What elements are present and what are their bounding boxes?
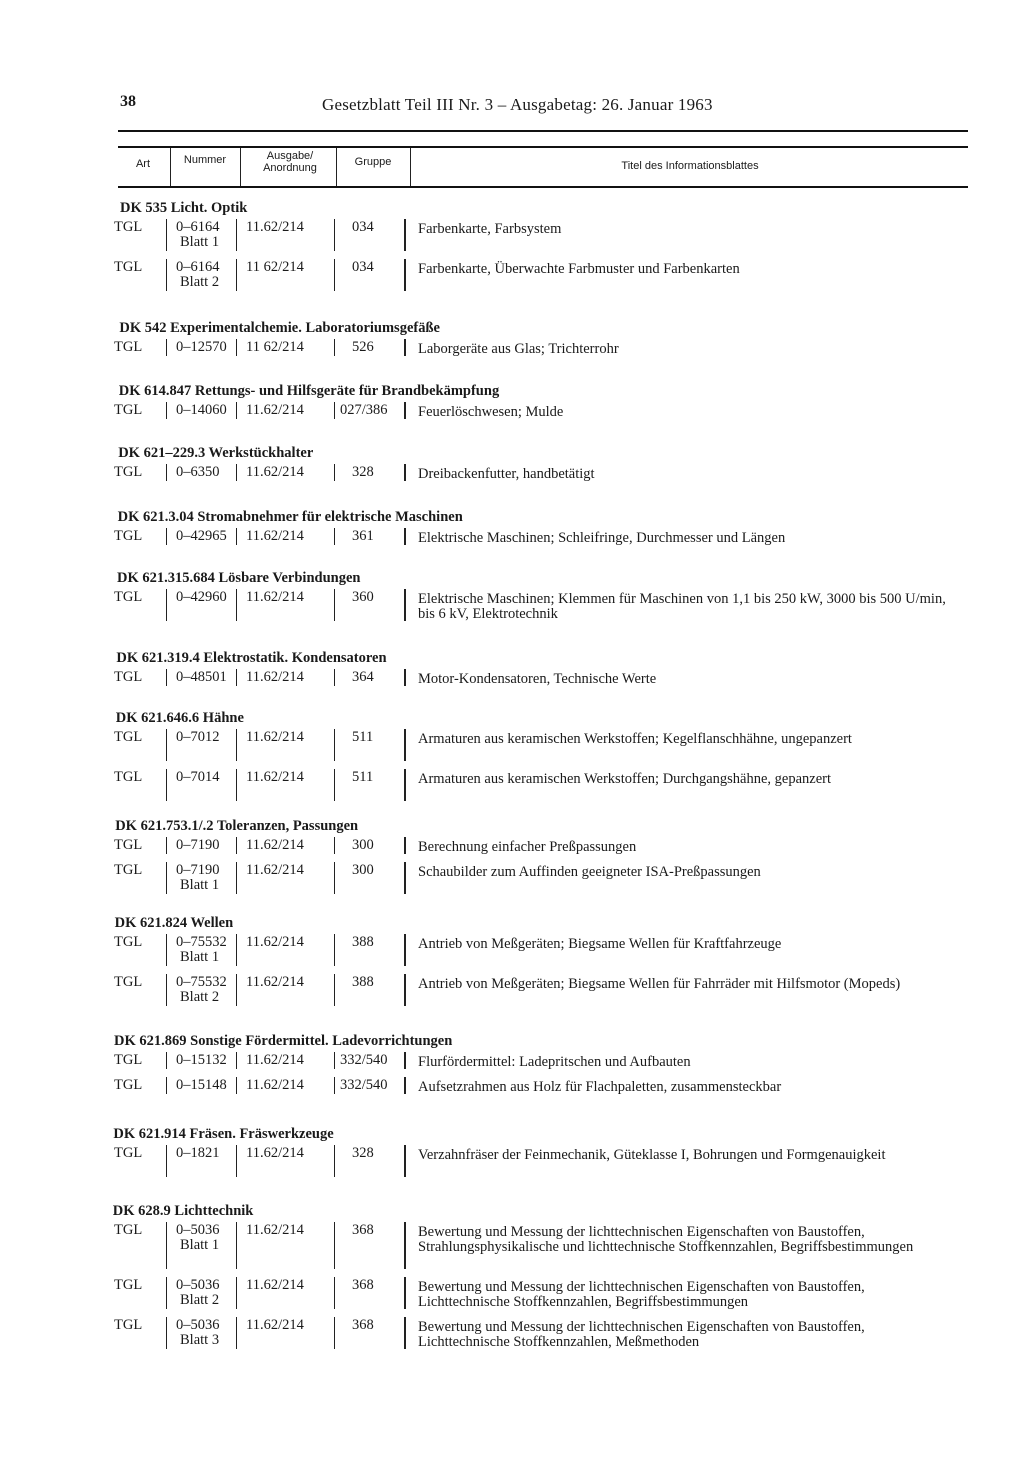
cell-blatt: Blatt 2 [180,989,220,1005]
cell-gruppe: 027/386 [340,402,388,418]
cell-nummer: 0–6350 [176,464,220,480]
table-row [0,220,1024,256]
cell-blatt: Blatt 3 [180,1332,220,1348]
column-rule [404,464,406,481]
column-rule [334,1145,335,1177]
column-rule [166,1145,167,1177]
cell-gruppe: 368 [352,1317,374,1333]
cell-titel: Bewertung und Messung der lichttechnischen Eigenschaften von Baustoffen, Strahlungsphysikalische und lichttechnische Stoffkennzahlen, Begriffsbestimmungen [418,1224,914,1255]
column-rule [334,1077,335,1094]
cell-gruppe: 361 [352,528,374,544]
column-rule [236,862,237,894]
cell-titel: Armaturen aus keramischen Werkstoffen; Durchgangshähne, gepanzert [418,771,832,787]
cell-blatt: Blatt 1 [180,877,220,893]
cell-art: TGL [114,1277,143,1293]
column-rule [334,464,335,481]
cell-art: TGL [114,934,143,950]
table-row [0,260,1024,296]
column-rule [236,1052,237,1069]
cell-titel: Schaubilder zum Auffinden geeigneter ISA-Preßpassungen [418,864,761,880]
cell-titel: Berechnung einfacher Preßpassungen [418,839,637,855]
column-rule [334,862,335,894]
header-top-rule [118,130,968,132]
table-row [0,529,1024,550]
column-rule [404,528,406,545]
cell-nummer: 0–5036 [176,1222,220,1238]
cell-gruppe: 328 [352,464,374,480]
cell-gruppe: 388 [352,934,374,950]
dk-section [0,1201,1024,1350]
column-rule [236,464,237,481]
table-row [0,1278,1024,1314]
cell-nummer: 0–7190 [176,837,220,853]
cell-titel: Verzahnfräser der Feinmechanik, Güteklasse I, Bohrungen und Formgenauigkeit [418,1147,886,1163]
dk-heading: DK 628.9 Lichttechnik [112,1203,254,1219]
cell-art: TGL [114,464,143,480]
column-rule [404,934,406,966]
table-row [0,1223,1024,1274]
cell-ausgabe: 11.62/214 [246,1277,304,1293]
cell-ausgabe: 11.62/214 [246,769,304,785]
column-rule [166,729,167,761]
table-row [0,838,1024,859]
page-header-title: Gesetzblatt Teil III Nr. 3 – Ausgabetag: 26. Januar 1963 [322,95,713,114]
dk-section [0,708,1024,787]
column-rule [404,862,406,894]
table-row [0,1078,1024,1099]
dk-heading: DK 621.824 Wellen [114,915,234,931]
dk-section [0,381,1024,420]
cell-titel: Farbenkarte, Überwachte Farbmuster und Farbenkarten [418,261,740,277]
dk-heading: DK 621.315.684 Lösbare Verbindungen [117,570,361,586]
column-rule [166,837,167,854]
column-rule [236,729,237,761]
dk-heading: DK 621.646.6 Hähne [115,710,244,726]
dk-heading: DK 621.319.4 Elektrostatik. Kondensatoren [116,650,387,666]
cell-titel: Armaturen aus keramischen Werkstoffen; Kegelflanschhähne, ungepanzert [418,731,852,747]
column-rule [334,528,335,545]
column-rule [166,528,167,545]
column-rule [236,1277,237,1309]
table-row [0,1053,1024,1074]
column-rule [334,1222,335,1269]
cell-nummer: 0–5036 [176,1277,220,1293]
column-rule [236,259,237,291]
cell-ausgabe: 11 62/214 [246,259,304,275]
column-rule [166,339,167,356]
cell-blatt: Blatt 2 [180,274,220,290]
dk-heading: DK 542 Experimentalchemie. Laboratoriumsgefäße [119,320,440,336]
cell-nummer: 0–7012 [176,729,220,745]
cell-blatt: Blatt 1 [180,949,220,965]
cell-art: TGL [114,339,143,355]
column-rule [236,974,237,1006]
column-header-gruppe: Gruppe [354,156,392,168]
column-rule [236,339,237,356]
cell-nummer: 0–5036 [176,1317,220,1333]
column-rule [334,934,335,966]
dk-heading: DK 621.914 Fräsen. Fräswerkzeuge [113,1126,334,1142]
column-rule [334,669,335,686]
cell-art: TGL [114,974,143,990]
column-rule [236,1222,237,1269]
column-header-titel: Titel des Informationsblattes [621,160,759,172]
cell-nummer: 0–42965 [176,528,227,544]
cell-ausgabe: 11.62/214 [246,219,304,235]
column-divider [170,148,171,186]
column-rule [166,1077,167,1094]
column-rule [334,1277,335,1309]
page-number: 38 [120,93,136,110]
cell-ausgabe: 11.62/214 [246,589,304,605]
column-rule [404,1277,406,1309]
cell-nummer: 0–7190 [176,862,220,878]
cell-blatt: Blatt 2 [180,1292,220,1308]
column-rule [334,769,335,801]
dk-section [0,318,1024,357]
dk-section [0,913,1024,1005]
cell-ausgabe: 11.62/214 [246,1145,304,1161]
cell-titel: Elektrische Maschinen; Schleifringe, Durchmesser und Längen [418,530,786,546]
column-rule [236,1077,237,1094]
cell-nummer: 0–12570 [176,339,227,355]
cell-nummer: 0–48501 [176,669,227,685]
cell-gruppe: 034 [352,219,374,235]
column-rule [334,837,335,854]
column-rule [166,669,167,686]
cell-titel: Laborgeräte aus Glas; Trichterrohr [418,341,619,357]
cell-nummer: 0–1821 [176,1145,220,1161]
cell-nummer: 0–15148 [176,1077,227,1093]
table-row [0,935,1024,971]
table-head-top-rule [118,146,968,148]
column-rule [334,402,335,419]
cell-gruppe: 034 [352,259,374,275]
cell-gruppe: 364 [352,669,374,685]
column-rule [236,769,237,801]
column-rule [404,769,406,801]
cell-nummer: 0–15132 [176,1052,227,1068]
cell-ausgabe: 11.62/214 [246,837,304,853]
cell-ausgabe: 11.62/214 [246,402,304,418]
column-rule [404,259,406,291]
column-rule [166,464,167,481]
dk-heading: DK 614.847 Rettungs- und Hilfsgeräte für Brandbekämpfung [118,383,500,399]
cell-titel: Farbenkarte, Farbsystem [418,221,562,237]
column-header-nummer: Nummer [183,154,227,166]
dk-section [0,507,1024,546]
column-rule [166,974,167,1006]
column-rule [404,729,406,761]
cell-ausgabe: 11.62/214 [246,669,304,685]
cell-titel: Antrieb von Meßgeräten; Biegsame Wellen für Kraftfahrzeuge [418,936,782,952]
column-rule [404,1222,406,1269]
cell-art: TGL [114,259,143,275]
column-header-art: Art [135,158,151,170]
cell-gruppe: 526 [352,339,374,355]
column-rule [166,589,167,621]
cell-ausgabe: 11.62/214 [246,1222,304,1238]
column-rule [404,402,406,419]
cell-blatt: Blatt 1 [180,1237,220,1253]
cell-gruppe: 328 [352,1145,374,1161]
column-rule [334,1052,335,1069]
column-rule [236,1145,237,1177]
column-rule [236,669,237,686]
column-rule [334,589,335,621]
cell-gruppe: 300 [352,837,374,853]
table-row [0,403,1024,424]
cell-titel: Antrieb von Meßgeräten; Biegsame Wellen für Fahrräder mit Hilfsmotor (Mopeds) [418,976,901,992]
column-rule [166,862,167,894]
cell-ausgabe: 11.62/214 [246,862,304,878]
dk-heading: DK 535 Licht. Optik [120,200,248,216]
column-rule [404,837,406,854]
cell-gruppe: 368 [352,1277,374,1293]
cell-nummer: 0–14060 [176,402,227,418]
column-divider [336,148,337,186]
cell-ausgabe: 11.62/214 [246,1052,304,1068]
table-row [0,770,1024,806]
column-rule [236,402,237,419]
cell-ausgabe: 11.62/214 [246,1077,304,1093]
column-rule [404,1317,406,1349]
table-row [0,670,1024,691]
cell-art: TGL [114,669,143,685]
table-row [0,863,1024,899]
column-rule [166,1052,167,1069]
column-rule [236,934,237,966]
cell-gruppe: 511 [352,769,374,785]
cell-blatt: Blatt 1 [180,234,220,250]
dk-section [0,198,1024,290]
column-rule [236,589,237,621]
cell-art: TGL [114,769,143,785]
cell-nummer: 0–6164 [176,219,220,235]
cell-gruppe: 300 [352,862,374,878]
column-rule [166,1317,167,1349]
cell-titel: Elektrische Maschinen; Klemmen für Maschinen von 1,1 bis 250 kW, 3000 bis 500 U/min, bis 6 kV, Elektrotechnik [418,591,946,622]
cell-art: TGL [114,1052,143,1068]
column-rule [404,219,406,251]
cell-titel: Bewertung und Messung der lichttechnischen Eigenschaften von Baustoffen, Lichttechnische Stoffkennzahlen, Meßmethoden [418,1319,865,1350]
table-row [0,465,1024,486]
column-rule [404,974,406,1006]
table-row [0,1318,1024,1354]
dk-section [0,443,1024,482]
column-header-ausgabe: Ausgabe/ Anordnung [263,150,317,174]
cell-gruppe: 332/540 [340,1077,388,1093]
column-rule [236,1317,237,1349]
column-rule [404,589,406,621]
cell-titel: Aufsetzrahmen aus Holz für Flachpaletten, zusammensteckbar [418,1079,782,1095]
column-rule [334,1317,335,1349]
cell-gruppe: 332/540 [340,1052,388,1068]
cell-art: TGL [114,589,143,605]
dk-heading: DK 621.3.04 Stromabnehmer für elektrische Maschinen [117,509,463,525]
column-rule [334,339,335,356]
dk-heading: DK 621.869 Sonstige Fördermittel. Ladevorrichtungen [114,1033,453,1049]
column-rule [334,259,335,291]
cell-nummer: 0–42960 [176,589,227,605]
cell-gruppe: 368 [352,1222,374,1238]
cell-art: TGL [114,402,143,418]
column-rule [236,837,237,854]
cell-gruppe: 360 [352,589,374,605]
dk-heading: DK 621–229.3 Werkstückhalter [118,445,314,461]
column-rule [166,219,167,251]
cell-art: TGL [114,1077,143,1093]
cell-ausgabe: 11.62/214 [246,974,304,990]
column-divider [410,148,411,186]
column-rule [334,729,335,761]
cell-nummer: 0–6164 [176,259,220,275]
cell-titel: Feuerlöschwesen; Mulde [418,404,564,420]
dk-section [0,568,1024,622]
column-rule [404,1077,406,1094]
column-divider [240,148,241,186]
dk-heading: DK 621.753.1/.2 Toleranzen, Passungen [115,818,359,834]
cell-titel: Dreibackenfutter, handbetätigt [418,466,595,482]
cell-art: TGL [114,219,143,235]
table-row [0,730,1024,766]
cell-gruppe: 388 [352,974,374,990]
cell-ausgabe: 11.62/214 [246,1317,304,1333]
column-rule [404,1052,406,1069]
column-rule [166,1277,167,1309]
table-row [0,975,1024,1011]
column-rule [166,1222,167,1269]
cell-art: TGL [114,837,143,853]
dk-section [0,648,1024,687]
cell-art: TGL [114,1317,143,1333]
cell-ausgabe: 11.62/214 [246,729,304,745]
column-rule [334,974,335,1006]
cell-art: TGL [114,862,143,878]
dk-section [0,1031,1024,1095]
column-rule [166,934,167,966]
column-rule [404,339,406,356]
cell-gruppe: 511 [352,729,374,745]
column-rule [236,219,237,251]
cell-nummer: 0–75532 [176,934,227,950]
cell-art: TGL [114,528,143,544]
cell-titel: Bewertung und Messung der lichttechnischen Eigenschaften von Baustoffen, Lichttechnische Stoffkennzahlen, Begriffsbestimmungen [418,1279,865,1310]
column-rule [334,219,335,251]
cell-ausgabe: 11.62/214 [246,464,304,480]
dk-section [0,1124,1024,1163]
cell-ausgabe: 11 62/214 [246,339,304,355]
table-row [0,340,1024,361]
column-rule [166,259,167,291]
column-rule [166,402,167,419]
column-rule [404,1145,406,1177]
table-row [0,590,1024,626]
cell-ausgabe: 11.62/214 [246,934,304,950]
cell-ausgabe: 11.62/214 [246,528,304,544]
cell-nummer: 0–7014 [176,769,220,785]
dk-section [0,816,1024,893]
cell-art: TGL [114,1145,143,1161]
cell-art: TGL [114,1222,143,1238]
cell-titel: Motor-Kondensatoren, Technische Werte [418,671,657,687]
column-rule [404,669,406,686]
table-row [0,1146,1024,1182]
column-rule [166,769,167,801]
column-rule [236,528,237,545]
table-head-bottom-rule [118,186,968,188]
cell-titel: Flurfördermittel: Ladepritschen und Aufbauten [418,1054,691,1070]
cell-art: TGL [114,729,143,745]
cell-nummer: 0–75532 [176,974,227,990]
